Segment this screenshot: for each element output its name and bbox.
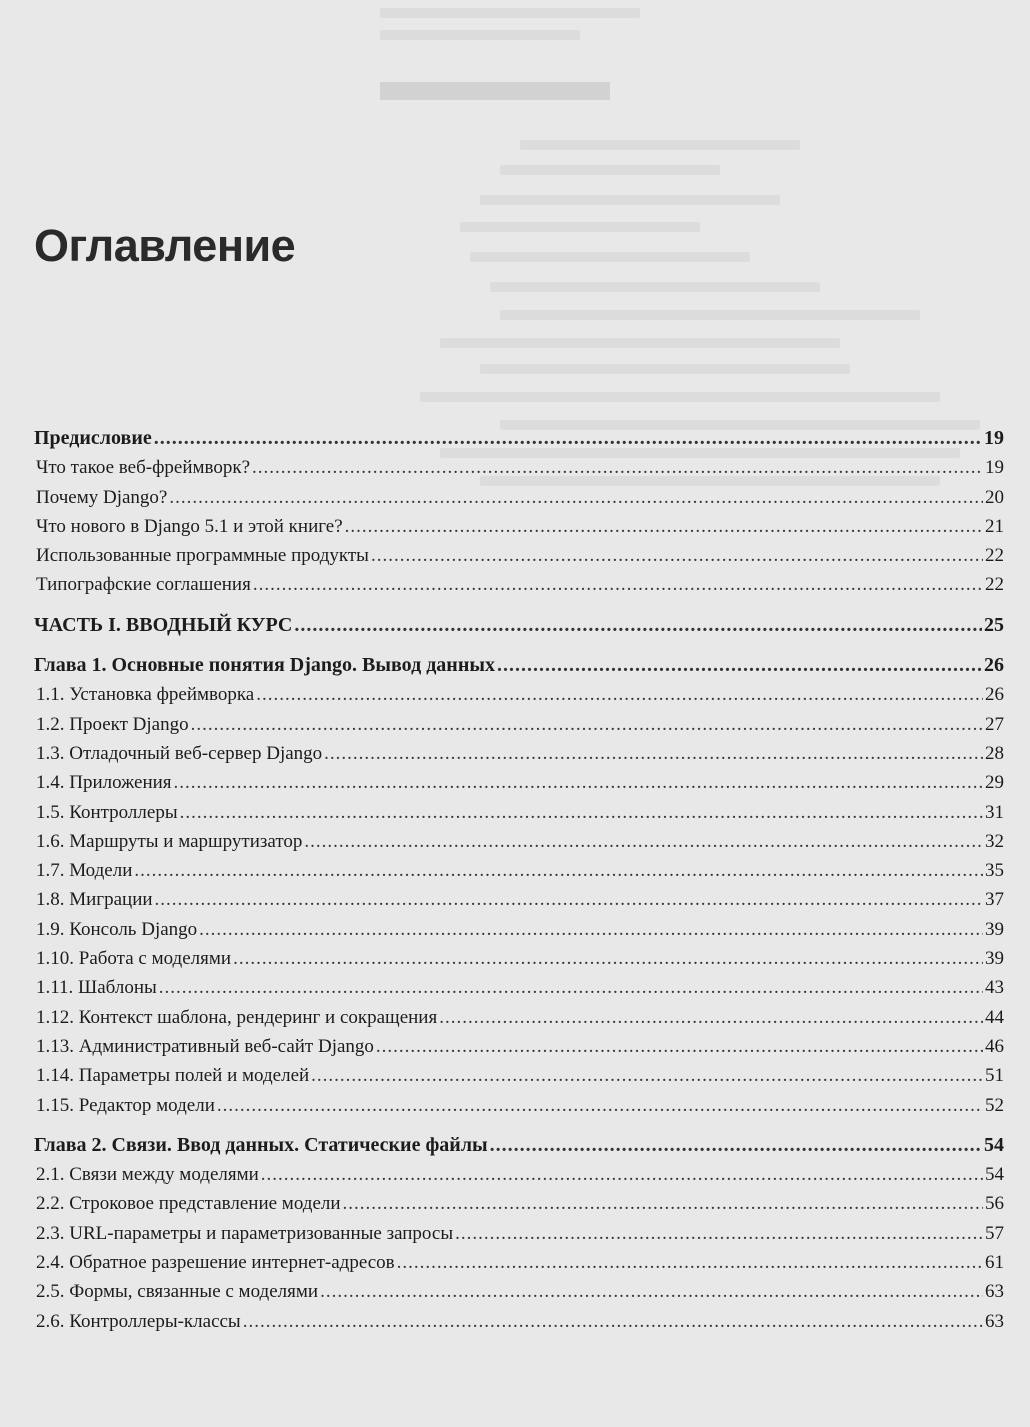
toc-entry-label: 2.1. Связи между моделями: [36, 1164, 259, 1186]
dot-leader: [324, 739, 983, 768]
dot-leader: [243, 1307, 983, 1336]
toc-page-number: 29: [985, 772, 1004, 794]
dot-leader: [233, 944, 983, 973]
dot-leader: [159, 973, 983, 1002]
dot-leader: [155, 885, 983, 914]
dot-leader: [252, 453, 983, 482]
dot-leader: [154, 424, 982, 453]
toc-page-number: 44: [985, 1006, 1004, 1028]
toc-page-number: 54: [985, 1164, 1004, 1186]
dot-leader: [217, 1091, 983, 1120]
toc-entry-label: 2.2. Строковое представление модели: [36, 1193, 341, 1215]
toc-entry-label: 1.11. Шаблоны: [36, 977, 157, 999]
toc-section: [34, 611, 1004, 640]
dot-leader: [191, 710, 983, 739]
toc-entry: [34, 1248, 1004, 1277]
toc-section: [34, 1131, 1004, 1336]
toc-entry-label: Использованные программные продукты: [36, 545, 369, 567]
toc-entry: [34, 710, 1004, 739]
toc-entry-label: 1.14. Параметры полей и моделей: [36, 1065, 310, 1087]
toc-page-number: 37: [985, 889, 1004, 911]
toc-page-number: 51: [985, 1065, 1004, 1087]
toc-entry-label: Почему Django?: [36, 486, 168, 508]
toc-entry-label: 2.6. Контроллеры-классы: [36, 1310, 241, 1332]
dot-leader: [199, 915, 983, 944]
toc-page-number: 46: [985, 1035, 1004, 1057]
toc-entry: [34, 1160, 1004, 1189]
dot-leader: [256, 680, 983, 709]
toc-entry-label: Глава 2. Связи. Ввод данных. Статические файлы: [34, 1133, 488, 1156]
toc-entry: [34, 739, 1004, 768]
toc-page-number: 57: [985, 1222, 1004, 1244]
toc-entry-label: 1.5. Контроллеры: [36, 801, 178, 823]
toc-section: [34, 424, 1004, 600]
toc-entry-label: 2.5. Формы, связанные с моделями: [36, 1281, 319, 1303]
dot-leader: [134, 856, 983, 885]
toc-entry: [34, 944, 1004, 973]
toc-entry: [34, 1061, 1004, 1090]
toc-entry-label: Типографские соглашения: [36, 574, 251, 596]
toc-entry: [34, 1219, 1004, 1248]
toc-entry-label: Предисловие: [34, 427, 152, 449]
toc-page-number: 19: [985, 457, 1004, 479]
toc-entry: [34, 1003, 1004, 1032]
toc-page-number: 56: [985, 1193, 1004, 1215]
toc-entry: [34, 973, 1004, 1002]
toc-page-number: 32: [985, 830, 1004, 852]
dot-leader: [439, 1003, 983, 1032]
toc-entry-label: 2.4. Обратное разрешение интернет-адресов: [36, 1252, 395, 1274]
toc-entry-label: 1.10. Работа с моделями: [36, 948, 232, 970]
toc-page-number: 19: [984, 427, 1004, 449]
toc-entry-label: Глава 1. Основные понятия Django. Вывод данных: [34, 654, 495, 677]
toc-entry-label: 1.8. Миграции: [36, 889, 153, 911]
toc-entry-label: 1.1. Установка фреймворка: [36, 684, 255, 706]
toc-entry: [34, 512, 1004, 541]
toc-entry: [34, 1189, 1004, 1218]
toc-entry-label: 1.7. Модели: [36, 860, 133, 882]
page-title: Оглавление: [34, 220, 296, 271]
toc-section: [34, 651, 1004, 1120]
toc-page-number: 39: [985, 918, 1004, 940]
dot-leader: [371, 541, 983, 570]
toc-entry: [34, 680, 1004, 709]
toc-entry-label: ЧАСТЬ I. ВВОДНЫЙ КУРС: [34, 613, 293, 636]
toc-entry-label: 1.12. Контекст шаблона, рендеринг и сокращения: [36, 1006, 438, 1028]
dot-leader: [261, 1160, 983, 1189]
toc-entry-label: Что такое веб-фреймворк?: [36, 457, 251, 479]
table-of-contents: [34, 424, 1004, 1347]
toc-page-number: 21: [985, 515, 1004, 537]
toc-page-number: 22: [985, 574, 1004, 596]
toc-entry: [34, 453, 1004, 482]
toc-entry: [34, 1091, 1004, 1120]
toc-page-number: 27: [985, 713, 1004, 735]
dot-leader: [455, 1219, 983, 1248]
dot-leader: [253, 570, 983, 599]
toc-page-number: 25: [984, 613, 1004, 636]
toc-entry: [34, 915, 1004, 944]
toc-page-number: 26: [985, 684, 1004, 706]
dot-leader: [376, 1032, 983, 1061]
dot-leader: [311, 1061, 983, 1090]
toc-page-number: 43: [985, 977, 1004, 999]
dot-leader: [345, 512, 983, 541]
toc-entry-label: 1.4. Приложения: [36, 772, 172, 794]
dot-leader: [490, 1131, 982, 1160]
dot-leader: [343, 1189, 983, 1218]
dot-leader: [397, 1248, 983, 1277]
toc-page-number: 39: [985, 948, 1004, 970]
toc-entry: [34, 1032, 1004, 1061]
toc-heading-entry: [34, 611, 1004, 640]
dot-leader: [169, 483, 983, 512]
toc-entry: [34, 798, 1004, 827]
toc-page-number: 61: [985, 1252, 1004, 1274]
dot-leader: [304, 827, 983, 856]
toc-entry: [34, 1277, 1004, 1306]
toc-entry-label: 1.3. Отладочный веб-сервер Django: [36, 742, 323, 764]
dot-leader: [320, 1277, 983, 1306]
dot-leader: [294, 611, 982, 640]
toc-page-number: 20: [985, 486, 1004, 508]
toc-page-number: 35: [985, 860, 1004, 882]
toc-page-number: 22: [985, 545, 1004, 567]
toc-page-number: 26: [984, 654, 1004, 677]
toc-page-number: 28: [985, 742, 1004, 764]
toc-entry-label: Что нового в Django 5.1 и этой книге?: [36, 515, 343, 537]
toc-entry: [34, 1307, 1004, 1336]
toc-entry: [34, 483, 1004, 512]
toc-page-number: 54: [984, 1133, 1004, 1156]
toc-entry-label: 1.15. Редактор модели: [36, 1094, 215, 1116]
toc-entry: [34, 768, 1004, 797]
toc-entry: [34, 885, 1004, 914]
toc-heading-entry: [34, 424, 1004, 453]
toc-entry: [34, 827, 1004, 856]
toc-entry-label: 1.6. Маршруты и маршрутизатор: [36, 830, 303, 852]
toc-page-number: 52: [985, 1094, 1004, 1116]
dot-leader: [497, 651, 982, 680]
toc-entry-label: 1.2. Проект Django: [36, 713, 189, 735]
toc-page-number: 63: [985, 1310, 1004, 1332]
toc-page-number: 31: [985, 801, 1004, 823]
toc-entry: [34, 570, 1004, 599]
toc-page-number: 63: [985, 1281, 1004, 1303]
toc-entry: [34, 541, 1004, 570]
toc-heading-entry: [34, 651, 1004, 680]
toc-heading-entry: [34, 1131, 1004, 1160]
dot-leader: [174, 768, 983, 797]
toc-entry-label: 1.13. Административный веб-сайт Django: [36, 1035, 374, 1057]
toc-entry: [34, 856, 1004, 885]
toc-entry-label: 1.9. Консоль Django: [36, 918, 198, 940]
dot-leader: [180, 798, 983, 827]
toc-entry-label: 2.3. URL-параметры и параметризованные запросы: [36, 1222, 454, 1244]
